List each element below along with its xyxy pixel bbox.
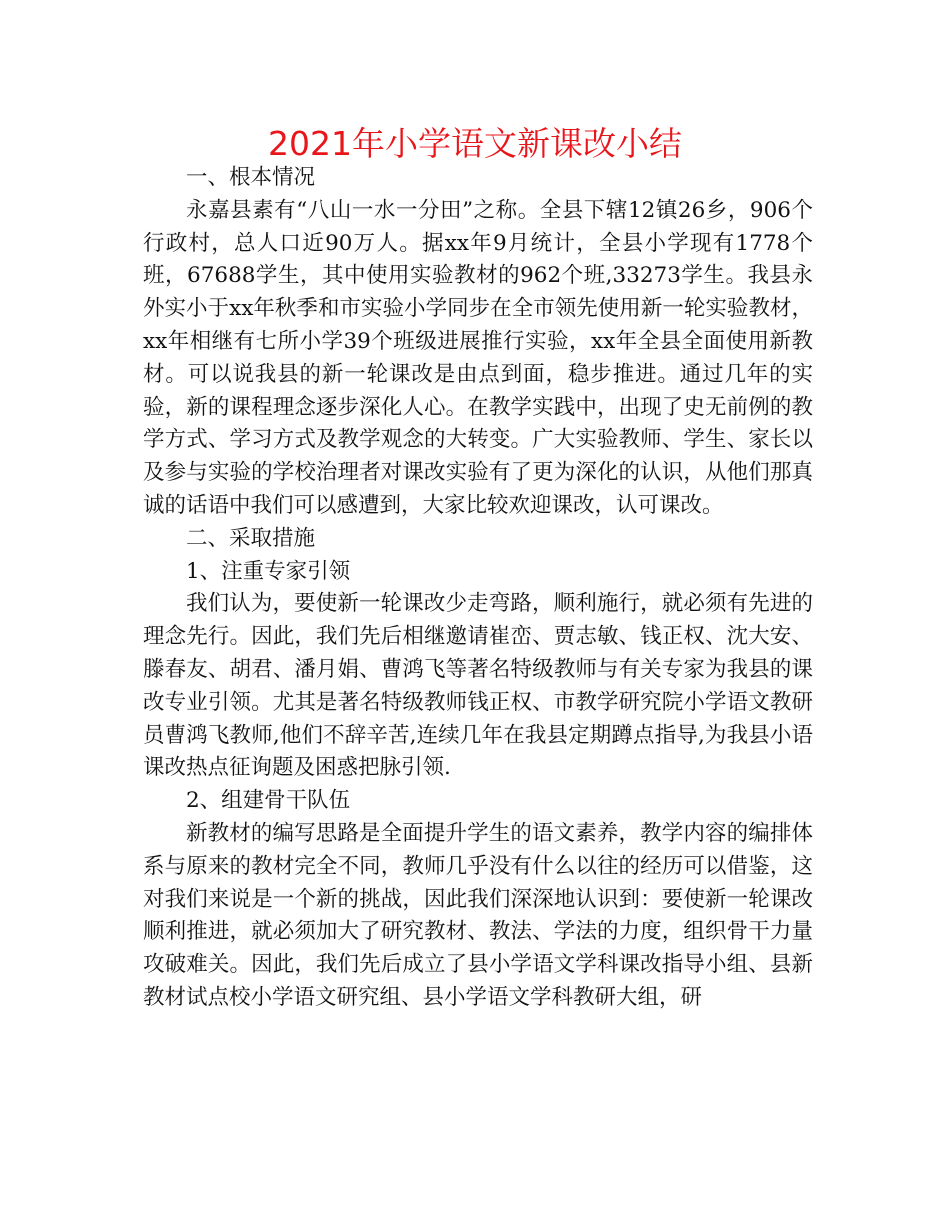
paragraph-basic-situation: 永嘉县素有“八山一水一分田”之称。全县下辖12镇26乡，906个行政村，总人口近90万人。据xx年9月统计，全县小学现有1778个班，67688学生，其中使用实验教材的962个班,33273学生。我县永外实小于xx年秋季和市实验小学同步在全市领先使用新一轮实验教材，xx年相继有七所小学39个班级进展推行实验，xx年全县全面使用新教材。可以说我县的新一轮课改是由点到面，稳步推进。通过几年的实验，新的课程理念逐步深化人心。在教学实践中，出现了史无前例的教学方式、学习方式及教学观念的大转变。广大实验教师、学生、家长以及参与实验的学校治理者对课改实验有了更为深化的认识，从他们那真诚的话语中我们可以感遭到，大家比较欢迎课改，认可课改。 bbox=[143, 197, 813, 518]
subheading-backbone-team: 2、组建骨干队伍 bbox=[186, 788, 351, 814]
section-heading-measures: 二、采取措施 bbox=[186, 525, 316, 551]
document-title: 2021年小学语文新课改小结 bbox=[268, 124, 682, 163]
paragraph-expert-guidance: 我们认为，要使新一轮课改少走弯路，顺利施行，就必须有先进的理念先行。因此，我们先后相继邀请崔峦、贾志敏、钱正权、沈大安、滕春友、胡君、潘月娟、曹鸿飞等著名特级教师与有关专家为我县的课改专业引领。尤其是著名特级教师钱正权、市教学研究院小学语文教研员曹鸿飞教师,他们不辞辛苦,连续几年在我县定期蹲点指导,为我县小语课改热点征询题及困惑把脉引领. bbox=[143, 591, 813, 781]
subheading-expert-guidance: 1、注重专家引领 bbox=[186, 558, 351, 584]
paragraph-backbone-team: 新教材的编写思路是全面提升学生的语文素养，教学内容的编排体系与原来的教材完全不同，教师几乎没有什么以往的经历可以借鉴，这对我们来说是一个新的挑战，因此我们深深地认识到：要使新一轮课改顺利推进，就必须加大了研究教材、教法、学法的力度，组织骨干力量攻破难关。因此，我们先后成立了县小学语文学科课改指导小组、县新教材试点校小学语文研究组、县小学语文学科教研大组，研 bbox=[143, 820, 813, 1010]
document-body bbox=[143, 162, 813, 1015]
section-heading-basic-situation: 一、根本情况 bbox=[186, 165, 316, 190]
